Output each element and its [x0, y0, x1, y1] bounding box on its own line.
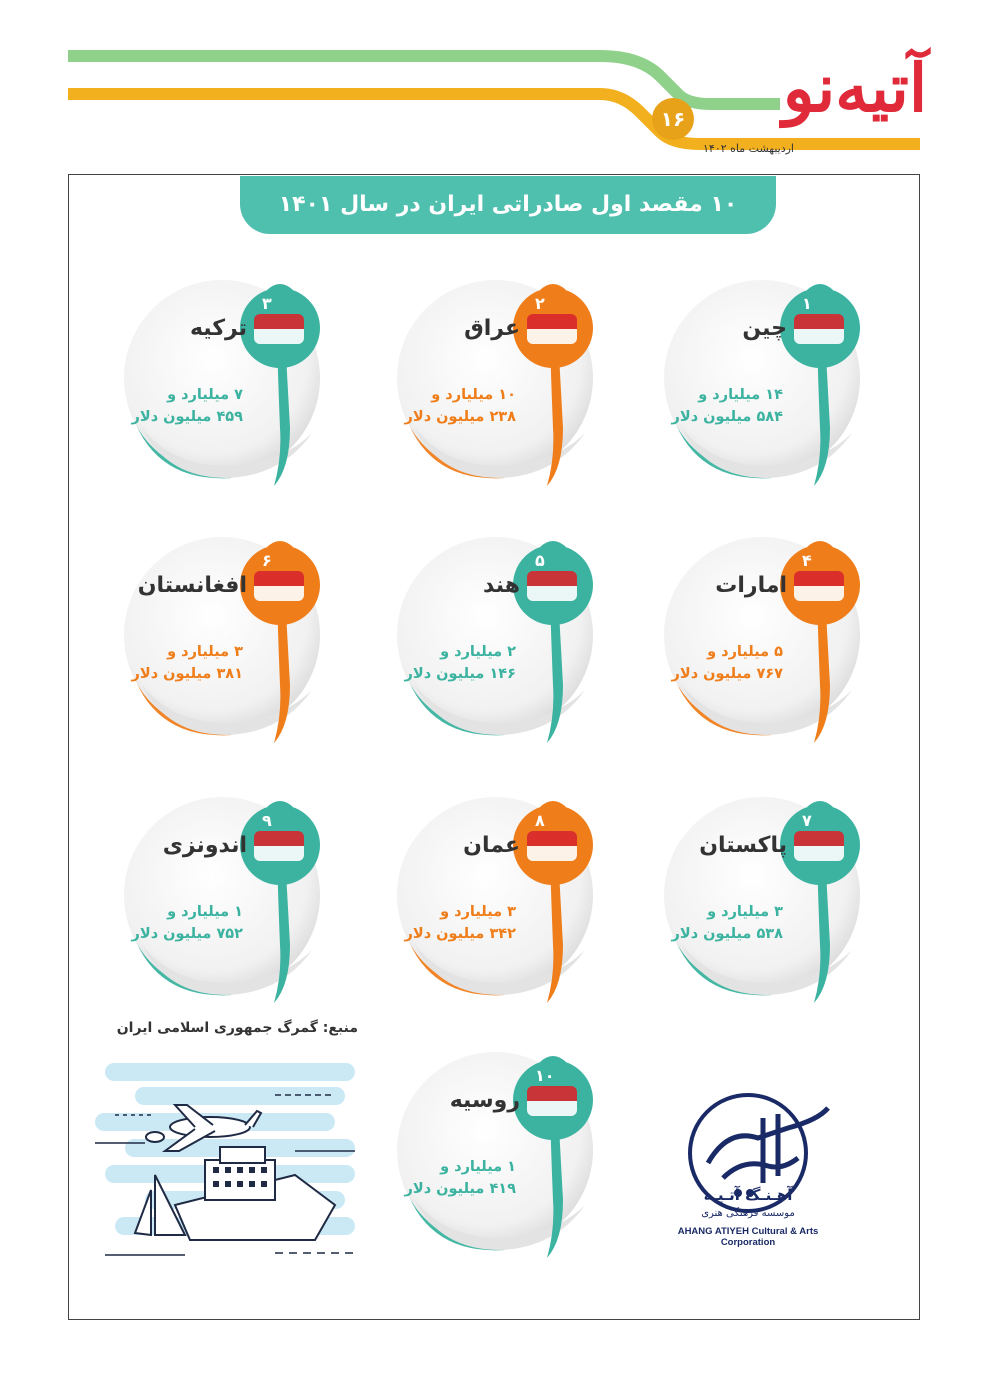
export-value-line1: ۵ میلیارد و: [707, 644, 783, 660]
country-name: امارات: [715, 573, 787, 598]
export-value-line2: ۷۵۲ میلیون دلار: [131, 926, 243, 942]
country-name: ترکیه: [189, 316, 247, 341]
page-number: ۱۶: [652, 98, 694, 140]
export-value-line1: ۱ میلیارد و: [440, 1159, 516, 1175]
country-name: افغانستان: [137, 573, 247, 598]
country-card: [652, 535, 867, 750]
export-value-line1: ۱ میلیارد و: [167, 904, 243, 920]
country-card: [385, 1050, 600, 1265]
export-value-line2: ۵۸۴ میلیون دلار: [671, 409, 783, 425]
export-value: [405, 384, 516, 428]
export-value: [672, 384, 783, 428]
china-map-icon: [794, 314, 844, 344]
publisher-name: آهـنـگ آتـیـه: [703, 1186, 793, 1204]
country-rank: ۲: [535, 294, 545, 313]
publisher-subtitle: موسسه فرهنگی هنری: [701, 1208, 795, 1219]
export-value: [132, 384, 243, 428]
uae-map-icon: [794, 571, 844, 601]
country-rank: ۸: [535, 811, 545, 830]
publisher-english-mark: AHANG ATIYEH: [677, 1226, 749, 1237]
export-value-line1: ۷ میلیارد و: [167, 387, 243, 403]
issue-date: اردیبهشت ماه ۱۴۰۲: [703, 142, 794, 155]
page-title: ۱۰ مقصد اول صادراتی ایران در سال ۱۴۰۱: [240, 176, 776, 234]
oman-map-icon: [527, 831, 577, 861]
country-rank: ۴: [802, 551, 812, 570]
country-card: [652, 278, 867, 493]
iraq-map-icon: [527, 314, 577, 344]
export-value-line1: ۳ میلیارد و: [167, 644, 243, 660]
country-card: [652, 795, 867, 1010]
export-value-line2: ۳۸۱ میلیون دلار: [131, 666, 243, 682]
country-name: چین: [742, 316, 787, 341]
export-value-line2: ۴۵۹ میلیون دلار: [131, 409, 243, 425]
publisher-english-text: Cultural & Arts Corporation: [720, 1226, 819, 1248]
afghanistan-map-icon: [254, 571, 304, 601]
export-value: [405, 641, 516, 685]
country-name: عمان: [463, 833, 520, 858]
country-card: [385, 535, 600, 750]
magazine-logo: آتیه‌نو: [782, 49, 928, 127]
export-value: [405, 901, 516, 945]
export-value: [672, 641, 783, 685]
indonesia-map-icon: [254, 831, 304, 861]
export-value-line1: ۳ میلیارد و: [440, 904, 516, 920]
country-rank: ۹: [262, 811, 272, 830]
export-value-line2: ۲۳۸ میلیون دلار: [404, 409, 516, 425]
export-value-line2: ۳۴۲ میلیون دلار: [404, 926, 516, 942]
country-rank: ۱۰: [535, 1066, 555, 1085]
export-value-line1: ۳ میلیارد و: [707, 904, 783, 920]
country-name: اندونزی: [162, 833, 247, 858]
publisher-logo-icon: [668, 1058, 838, 1248]
country-card: [112, 278, 327, 493]
turkey-map-icon: [254, 314, 304, 344]
publisher-english-name: [668, 1226, 828, 1248]
export-value: [132, 641, 243, 685]
export-value-line1: ۲ میلیارد و: [440, 644, 516, 660]
country-rank: ۵: [535, 551, 545, 570]
india-map-icon: [527, 571, 577, 601]
country-card: [112, 795, 327, 1010]
export-value: [672, 901, 783, 945]
russia-map-icon: [527, 1086, 577, 1116]
country-name: روسیه: [449, 1088, 520, 1113]
ship-plane-illustration: [95, 1055, 365, 1265]
country-name: هند: [483, 573, 520, 598]
export-value-line2: ۴۱۹ میلیون دلار: [404, 1181, 516, 1197]
country-rank: ۷: [802, 811, 812, 830]
country-card: [385, 795, 600, 1010]
export-value-line2: ۱۴۶ میلیون دلار: [404, 666, 516, 682]
country-rank: ۶: [262, 551, 272, 570]
export-value-line1: ۱۰ میلیارد و: [431, 387, 516, 403]
country-card: [385, 278, 600, 493]
source-note: منبع: گمرگ جمهوری اسلامی ایران: [116, 1020, 358, 1036]
country-card: [112, 535, 327, 750]
export-value: [132, 901, 243, 945]
pakistan-map-icon: [794, 831, 844, 861]
export-value-line2: ۷۶۷ میلیون دلار: [671, 666, 783, 682]
country-rank: ۳: [262, 294, 272, 313]
country-name: پاکستان: [699, 833, 787, 858]
export-value-line2: ۵۳۸ میلیون دلار: [671, 926, 783, 942]
export-value: [405, 1156, 516, 1200]
country-name: عراق: [464, 316, 520, 341]
country-rank: ۱: [802, 294, 812, 313]
export-value-line1: ۱۴ میلیارد و: [698, 387, 783, 403]
